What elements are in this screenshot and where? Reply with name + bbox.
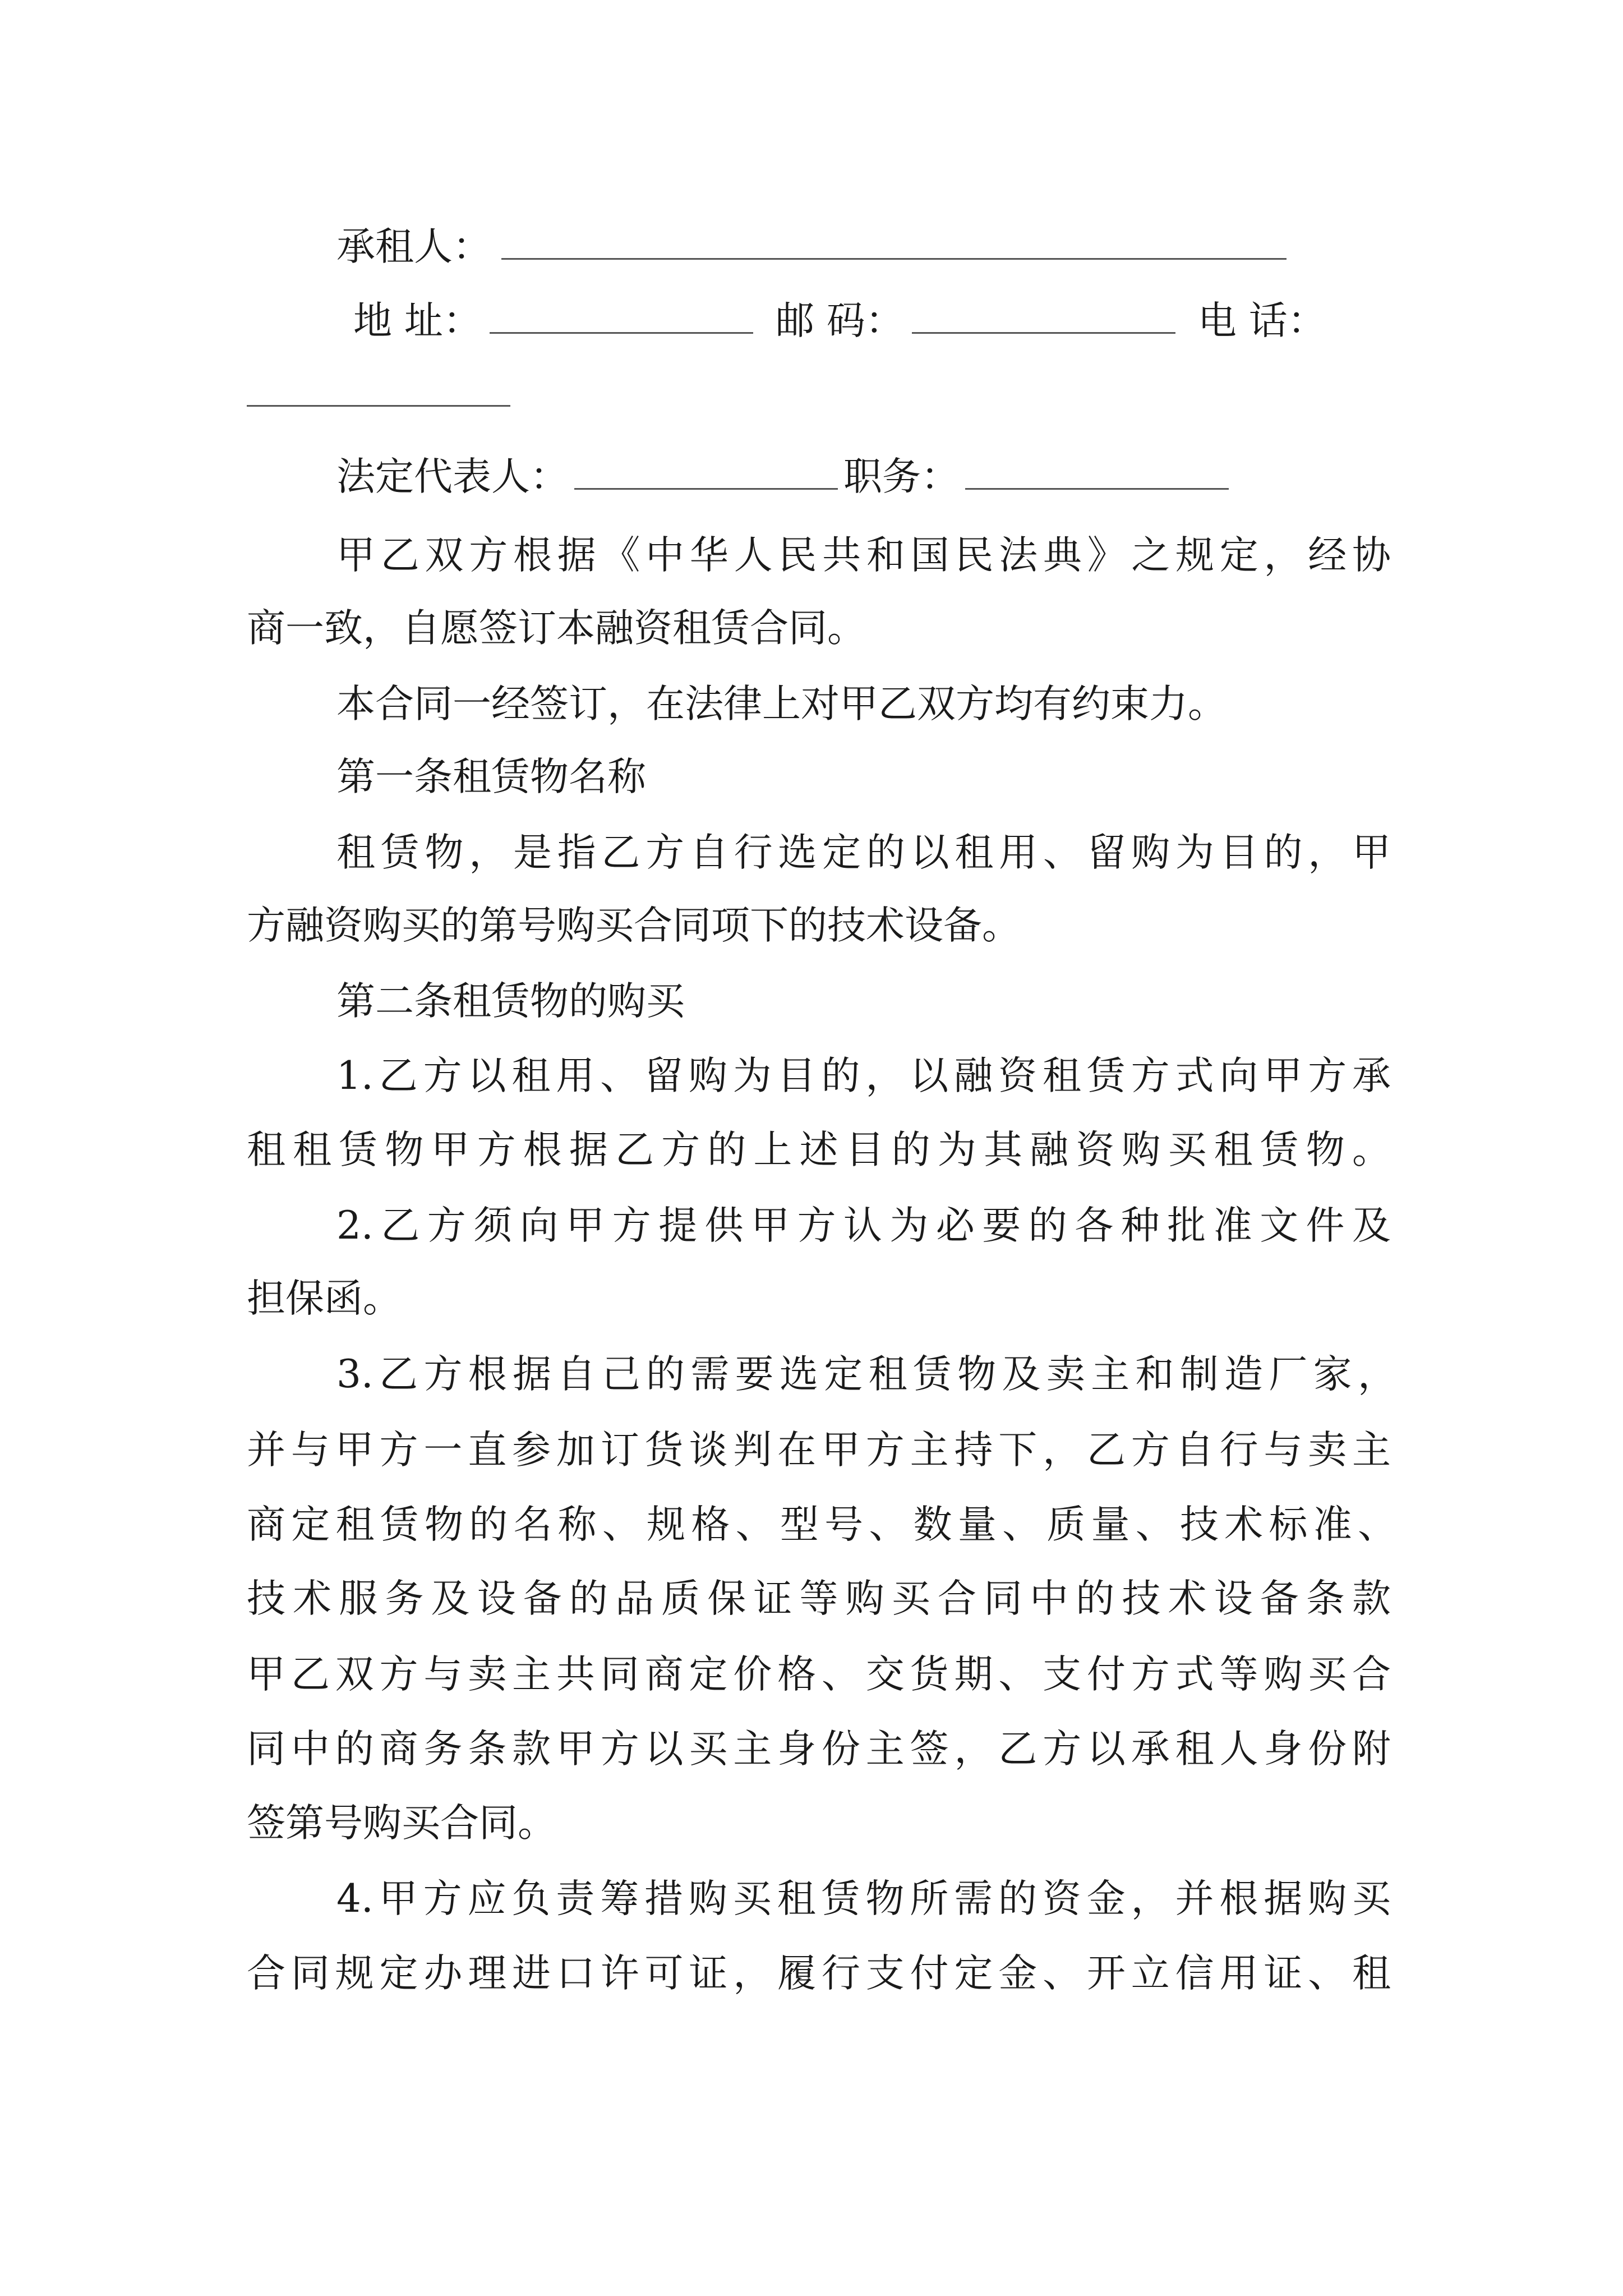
lessee-row (336, 219, 1287, 275)
address-label: 地 址： (353, 298, 482, 343)
phone-blank-row (247, 366, 510, 422)
paragraph-line: 合同规定办理进口许可证，履行支付定金、开立信用证、租 (247, 1951, 1391, 1996)
phone-blank (247, 370, 510, 407)
lessee-label: 承租人： (336, 224, 491, 269)
paragraph-line: 2.乙方须向甲方提供甲方认为必要的各种批准文件及 (336, 1203, 1391, 1248)
paragraph-line: 担保函。 (247, 1276, 402, 1321)
address-blank (490, 297, 753, 334)
paragraph-line: 甲乙双方与卖主共同商定价格、交货期、支付方式等购买合 (247, 1652, 1391, 1697)
address-row (353, 293, 1326, 349)
article-title: 第二条租赁物的购买 (336, 979, 685, 1024)
paragraph-line: 1.乙方以租用、留购为目的，以融资租赁方式向甲方承 (336, 1053, 1391, 1098)
paragraph-line: 甲乙双方根据《中华人民共和国民法典》之规定，经协 (336, 533, 1391, 578)
phone-label: 电 话： (1197, 298, 1326, 343)
paragraph-line: 4.甲方应负责筹措购买租赁物所需的资金，并根据购买 (336, 1876, 1391, 1921)
legal-rep-blank (574, 453, 838, 490)
paragraph-line: 租赁物，是指乙方自行选定的以租用、留购为目的，甲 (336, 830, 1391, 875)
paragraph-line: 租租赁物甲方根据乙方的上述目的为其融资购买租赁物。 (247, 1128, 1391, 1172)
paragraph-line: 3.乙方根据自己的需要选定租赁物及卖主和制造厂家， (336, 1352, 1396, 1397)
postcode-blank (912, 297, 1175, 334)
postcode-label: 邮 码： (775, 298, 904, 343)
paragraph-line: 同中的商务条款甲方以买主身份主签，乙方以承租人身份附 (247, 1727, 1391, 1772)
paragraph-line: 并与甲方一直参加订货谈判在甲方主持下，乙方自行与卖主 (247, 1428, 1391, 1473)
legal-rep-label: 法定代表人： (336, 454, 569, 499)
paragraph-line: 签第号购买合同。 (247, 1801, 556, 1846)
paragraph-line: 技术服务及设备的品质保证等购买合同中的技术设备条款 (247, 1576, 1391, 1621)
position-label: 职务： (843, 454, 960, 499)
legal-rep-row (336, 449, 1229, 505)
paragraph-line: 商一致，自愿签订本融资租赁合同。 (247, 606, 866, 651)
lessee-blank (501, 223, 1287, 260)
article-title: 第一条租赁物名称 (336, 754, 646, 799)
paragraph-line: 本合同一经签订，在法律上对甲乙双方均有约束力。 (336, 682, 1227, 726)
paragraph-line: 方融资购买的第号购买合同项下的技术设备。 (247, 903, 1021, 948)
position-blank (965, 453, 1229, 490)
paragraph-line: 商定租赁物的名称、规格、型号、数量、质量、技术标准、 (247, 1502, 1396, 1547)
